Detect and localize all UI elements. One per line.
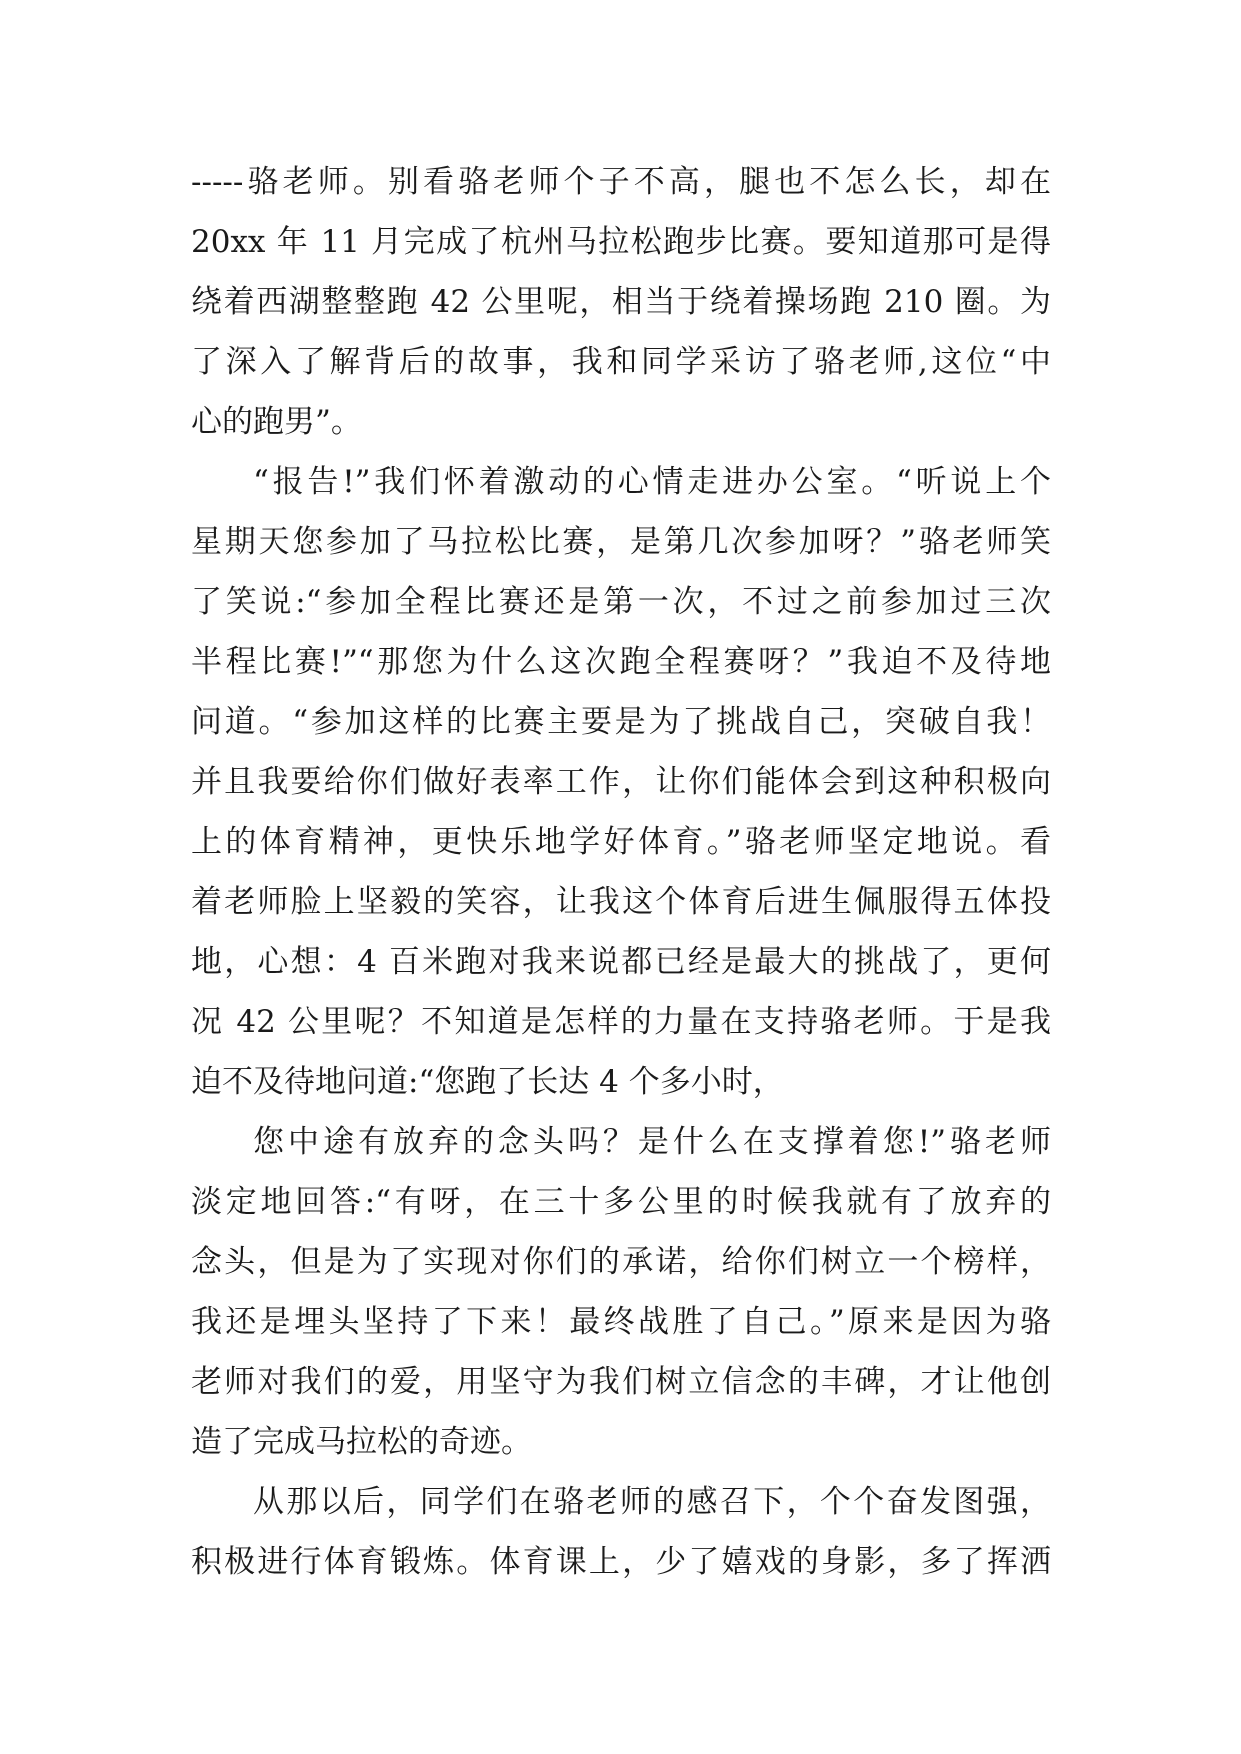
text-line: 从那以后，同学们在骆老师的感召下，个个奋发图强， (253, 1484, 1051, 1520)
text-line: 星期天您参加了马拉松比赛，是第几次参加呀？”骆老师笑 (191, 524, 1051, 560)
text-line: 我还是埋头坚持了下来！最终战胜了自己。”原来是因为骆 (191, 1304, 1051, 1340)
paragraph-2 (191, 452, 1051, 1112)
text-line: -----骆老师。别看骆老师个子不高，腿也不怎么长，却在 (191, 164, 1051, 200)
paragraph-4 (191, 1472, 1051, 1592)
text-line: 半程比赛!”“那您为什么这次跑全程赛呀？”我迫不及待地 (191, 644, 1051, 680)
text-line: 念头，但是为了实现对你们的承诺，给你们树立一个榜样， (191, 1244, 1051, 1280)
text-line: 20xx 年 11 月完成了杭州马拉松跑步比赛。要知道那可是得 (191, 224, 1051, 260)
text-line: 着老师脸上坚毅的笑容，让我这个体育后进生佩服得五体投 (191, 884, 1051, 920)
text-line: 上的体育精神，更快乐地学好体育。”骆老师坚定地说。看 (191, 824, 1051, 860)
paragraph-1 (191, 152, 1051, 452)
text-line: 并且我要给你们做好表率工作，让你们能体会到这种积极向 (191, 764, 1051, 800)
paragraph-3 (191, 1112, 1051, 1472)
text-line: 况 42 公里呢？不知道是怎样的力量在支持骆老师。于是我 (191, 1004, 1051, 1040)
text-line: 地，心想：4 百米跑对我来说都已经是最大的挑战了，更何 (191, 944, 1051, 980)
text-line: 淡定地回答:“有呀，在三十多公里的时候我就有了放弃的 (191, 1184, 1051, 1220)
document-body (191, 152, 1051, 1592)
text-line: 积极进行体育锻炼。体育课上，少了嬉戏的身影，多了挥洒 (191, 1544, 1051, 1580)
text-line: 老师对我们的爱，用坚守为我们树立信念的丰碑，才让他创 (191, 1364, 1051, 1400)
text-line: 了笑说:“参加全程比赛还是第一次，不过之前参加过三次 (191, 584, 1051, 620)
text-line: 问道。“参加这样的比赛主要是为了挑战自己，突破自我！ (191, 704, 1051, 740)
text-line: 造了完成马拉松的奇迹。 (191, 1424, 532, 1460)
text-line: 绕着西湖整整跑 42 公里呢，相当于绕着操场跑 210 圈。为 (191, 284, 1051, 320)
text-line: 了深入了解背后的故事，我和同学采访了骆老师,这位“中 (191, 344, 1051, 380)
text-line: “报告!”我们怀着激动的心情走进办公室。“听说上个 (253, 464, 1051, 500)
text-line: 心的跑男”。 (191, 404, 362, 440)
text-line: 迫不及待地问道:“您跑了长达 4 个多小时， (191, 1064, 784, 1100)
text-line: 您中途有放弃的念头吗？是什么在支撑着您!”骆老师 (253, 1124, 1051, 1160)
